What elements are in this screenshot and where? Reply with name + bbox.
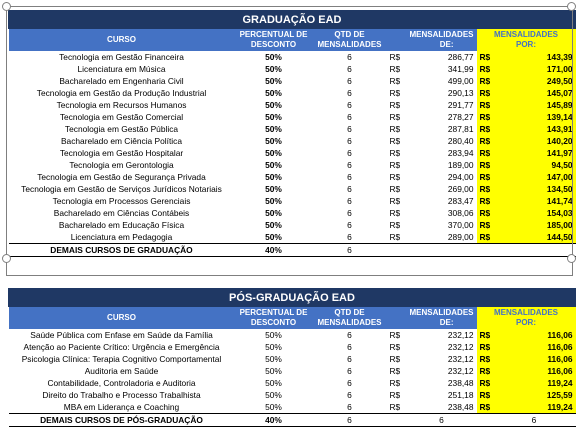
cell-qtd: 6 (347, 378, 352, 388)
cell-qtd: 6 (347, 76, 352, 86)
cell-currency: R$ (389, 112, 401, 122)
cell-currency-por: R$ (477, 329, 493, 341)
cell-currency-por: R$ (477, 401, 493, 414)
cell-pct: 50% (265, 172, 282, 182)
cell-currency: R$ (389, 124, 401, 134)
cell-mensalidade-por: 116,06 (493, 341, 576, 353)
resize-handle-top-left[interactable] (2, 2, 11, 11)
cell-qtd: 6 (347, 148, 352, 158)
cell-curso: Saúde Pública com Enfase em Saúde da Família (30, 330, 213, 340)
footer-pct: 40% (235, 244, 313, 257)
cell-currency: R$ (389, 88, 401, 98)
cell-mensalidade-por: 116,06 (493, 353, 576, 365)
table-row (9, 207, 576, 219)
cell-currency-por: R$ (477, 195, 493, 207)
cell-mensalidade-por: 140,20 (493, 135, 576, 147)
cell-currency-por: R$ (477, 111, 493, 123)
table-row (9, 159, 576, 171)
header-mensalidades-por: MENSALIDADES POR: (477, 307, 576, 330)
cell-qtd: 6 (347, 402, 352, 412)
cell-mensalidade-por: 125,59 (493, 389, 576, 401)
cell-qtd: 6 (347, 52, 352, 62)
cell-currency-por: R$ (477, 207, 493, 219)
cell-mensalidade-de: 499,00 (447, 76, 474, 86)
cell-curso: Tecnologia em Gestão Hospitalar (59, 148, 184, 158)
cell-curso: Tecnologia em Processos Gerenciais (52, 196, 191, 206)
cell-curso: Bacharelado em Ciência Política (60, 136, 183, 146)
cell-currency: R$ (389, 220, 401, 230)
header-mensalidades-por: MENSALIDADES POR: (477, 29, 576, 52)
cell-mensalidade-por: 145,07 (493, 87, 576, 99)
cell-mensalidade-por: 139,14 (493, 111, 576, 123)
cell-currency: R$ (389, 208, 401, 218)
cell-currency: R$ (389, 100, 401, 110)
cell-mensalidade-por: 143,39 (493, 51, 576, 63)
cell-mensalidade-de: 294,00 (447, 172, 474, 182)
header-percentual: PERCENTUAL DE DESCONTO (235, 307, 313, 330)
cell-curso: Direito do Trabalho e Processo Trabalhista (42, 390, 201, 400)
cell-qtd: 6 (347, 100, 352, 110)
cell-mensalidade-de: 289,00 (447, 232, 474, 242)
cell-currency: R$ (389, 342, 401, 352)
cell-mensalidade-de: 232,12 (447, 354, 474, 364)
cell-mensalidade-de: 238,48 (447, 402, 474, 412)
header-curso: CURSO (9, 307, 235, 330)
graduacao-table (8, 10, 576, 257)
cell-mensalidade-por: 134,50 (493, 183, 576, 195)
cell-qtd: 6 (347, 390, 352, 400)
cell-currency-por: R$ (477, 353, 493, 365)
cell-mensalidade-de: 283,94 (447, 148, 474, 158)
cell-mensalidade-por: 116,06 (493, 329, 576, 341)
cell-qtd: 6 (347, 342, 352, 352)
cell-currency-por: R$ (477, 99, 493, 111)
cell-mensalidade-por: 119,24 (493, 377, 576, 389)
cell-currency: R$ (389, 354, 401, 364)
table-row (9, 87, 576, 99)
cell-pct: 50% (265, 88, 282, 98)
cell-currency-por: R$ (477, 377, 493, 389)
cell-mensalidade-de: 370,00 (447, 220, 474, 230)
cell-qtd: 6 (347, 220, 352, 230)
cell-currency: R$ (389, 366, 401, 376)
cell-curso: Bacharelado em Educação Física (58, 220, 185, 230)
cell-mensalidade-de: 286,77 (447, 52, 474, 62)
cell-pct: 50% (265, 342, 282, 352)
footer-por: 6 (493, 414, 576, 427)
cell-mensalidade-por: 147,00 (493, 171, 576, 183)
cell-pct: 50% (265, 208, 282, 218)
cell-qtd: 6 (347, 64, 352, 74)
cell-mensalidade-por: 141,74 (493, 195, 576, 207)
cell-curso: Tecnologia em Gestão Pública (64, 124, 179, 134)
cell-pct: 50% (265, 100, 282, 110)
cell-curso: Tecnologia em Gerontologia (69, 160, 174, 170)
cell-currency-por: R$ (477, 159, 493, 171)
cell-pct: 50% (265, 366, 282, 376)
cell-pct: 50% (265, 196, 282, 206)
cell-currency: R$ (389, 196, 401, 206)
cell-currency-por: R$ (477, 171, 493, 183)
cell-mensalidade-por: 119,24 (493, 401, 576, 414)
table-row (9, 75, 576, 87)
header-mensalidades-de: MENSALIDADES DE: (387, 307, 477, 330)
cell-currency: R$ (389, 64, 401, 74)
header-percentual: PERCENTUAL DE DESCONTO (235, 29, 313, 52)
resize-handle-bottom-left[interactable] (2, 254, 11, 263)
cell-pct: 50% (265, 390, 282, 400)
cell-curso: Tecnologia em Gestão de Serviços Jurídicos Notariais (21, 184, 222, 194)
cell-currency: R$ (389, 330, 401, 340)
cell-qtd: 6 (347, 88, 352, 98)
cell-mensalidade-por: 145,89 (493, 99, 576, 111)
cell-currency: R$ (389, 148, 401, 158)
cell-mensalidade-de: 290,13 (447, 88, 474, 98)
cell-qtd: 6 (347, 172, 352, 182)
cell-mensalidade-de: 232,12 (447, 330, 474, 340)
cell-mensalidade-por: 94,50 (493, 159, 576, 171)
cell-qtd: 6 (347, 232, 352, 242)
cell-qtd: 6 (347, 366, 352, 376)
cell-pct: 50% (265, 136, 282, 146)
table-row (9, 365, 576, 377)
cell-mensalidade-de: 287,81 (447, 124, 474, 134)
table-row (9, 377, 576, 389)
cell-currency-por: R$ (477, 389, 493, 401)
cell-pct: 50% (265, 112, 282, 122)
cell-pct: 50% (265, 354, 282, 364)
cell-currency-por: R$ (477, 231, 493, 244)
cell-mensalidade-de: 341,99 (447, 64, 474, 74)
cell-curso: Psicologia Clínica: Terapia Cognitivo Comportamental (21, 354, 222, 364)
cell-pct: 50% (265, 160, 282, 170)
cell-qtd: 6 (347, 354, 352, 364)
cell-qtd: 6 (347, 330, 352, 340)
posgraduacao-title: PÓS-GRADUAÇÃO EAD (9, 289, 576, 307)
cell-currency-por: R$ (477, 75, 493, 87)
cell-mensalidade-de: 232,12 (447, 342, 474, 352)
cell-mensalidade-por: 185,00 (493, 219, 576, 231)
table-row (9, 401, 576, 414)
posgraduacao-table (8, 288, 576, 427)
cell-mensalidade-de: 283,47 (447, 196, 474, 206)
cell-mensalidade-de: 251,18 (447, 390, 474, 400)
cell-qtd: 6 (347, 112, 352, 122)
cell-mensalidade-de: 238,48 (447, 378, 474, 388)
cell-curso: Atenção ao Paciente Crítico: Urgência e Emergência (23, 342, 220, 352)
table-row (9, 51, 576, 63)
table-row (9, 123, 576, 135)
table-row (9, 111, 576, 123)
cell-mensalidade-por: 249,50 (493, 75, 576, 87)
footer-qtd: 6 (313, 414, 387, 427)
table-row (9, 147, 576, 159)
cell-pct: 50% (265, 232, 282, 242)
header-qtd: QTD DE MENSALIDADES (313, 29, 387, 52)
cell-currency-por: R$ (477, 147, 493, 159)
table-row (9, 171, 576, 183)
cell-currency: R$ (389, 172, 401, 182)
cell-mensalidade-por: 143,91 (493, 123, 576, 135)
cell-currency-por: R$ (477, 123, 493, 135)
table-row (9, 63, 576, 75)
cell-currency-por: R$ (477, 183, 493, 195)
cell-curso: Tecnologia em Recursos Humanos (56, 100, 187, 110)
cell-mensalidade-de: 232,12 (447, 366, 474, 376)
footer-curso: DEMAIS CURSOS DE GRADUAÇÃO (9, 244, 235, 257)
cell-curso: Licenciatura em Música (77, 64, 166, 74)
cell-curso: Tecnologia em Gestão Comercial (59, 112, 184, 122)
header-qtd: QTD DE MENSALIDADES (313, 307, 387, 330)
graduacao-footer-row (9, 244, 576, 257)
cell-currency: R$ (389, 52, 401, 62)
cell-mensalidade-de: 189,00 (447, 160, 474, 170)
cell-pct: 50% (265, 52, 282, 62)
cell-currency-por: R$ (477, 365, 493, 377)
table-row (9, 195, 576, 207)
cell-currency: R$ (389, 136, 401, 146)
cell-mensalidade-por: 171,00 (493, 63, 576, 75)
footer-pct: 40% (235, 414, 313, 427)
cell-qtd: 6 (347, 184, 352, 194)
cell-mensalidade-por: 116,06 (493, 365, 576, 377)
cell-curso: Bacharelado em Ciências Contábeis (53, 208, 190, 218)
table-row (9, 329, 576, 341)
table-row (9, 99, 576, 111)
cell-mensalidade-por: 141,97 (493, 147, 576, 159)
footer-curso: DEMAIS CURSOS DE PÓS-GRADUAÇÃO (9, 414, 235, 427)
posgraduacao-footer-row (9, 414, 576, 427)
cell-currency: R$ (389, 390, 401, 400)
footer-de: 6 (407, 414, 477, 427)
cell-pct: 50% (265, 64, 282, 74)
table-row (9, 231, 576, 244)
resize-handle-bottom-right[interactable] (567, 254, 576, 263)
cell-qtd: 6 (347, 124, 352, 134)
table-row (9, 353, 576, 365)
cell-currency: R$ (389, 232, 401, 242)
cell-currency-por: R$ (477, 51, 493, 63)
cell-pct: 50% (265, 330, 282, 340)
footer-qtd: 6 (313, 244, 387, 257)
table-row (9, 183, 576, 195)
cell-mensalidade-de: 278,27 (447, 112, 474, 122)
cell-mensalidade-de: 291,77 (447, 100, 474, 110)
cell-currency-por: R$ (477, 87, 493, 99)
table-row (9, 135, 576, 147)
cell-pct: 50% (265, 220, 282, 230)
graduacao-title: GRADUAÇÃO EAD (9, 11, 576, 29)
cell-curso: MBA em Liderança e Coaching (63, 402, 180, 412)
cell-qtd: 6 (347, 160, 352, 170)
cell-currency: R$ (389, 402, 401, 412)
header-mensalidades-de: MENSALIDADES DE: (387, 29, 477, 52)
cell-mensalidade-de: 280,40 (447, 136, 474, 146)
cell-qtd: 6 (347, 196, 352, 206)
cell-currency-por: R$ (477, 63, 493, 75)
cell-curso: Tecnologia em Gestão da Produção Industrial (36, 88, 207, 98)
cell-currency: R$ (389, 378, 401, 388)
cell-mensalidade-de: 308,06 (447, 208, 474, 218)
cell-currency-por: R$ (477, 219, 493, 231)
cell-curso: Tecnologia em Gestão Financeira (59, 52, 184, 62)
cell-curso: Auditoria em Saúde (84, 366, 159, 376)
table-row (9, 219, 576, 231)
cell-mensalidade-por: 144,50 (493, 231, 576, 244)
cell-qtd: 6 (347, 136, 352, 146)
cell-pct: 50% (265, 124, 282, 134)
cell-curso: Tecnologia em Gestão de Segurança Privada (37, 172, 206, 182)
cell-curso: Licenciatura em Pedagogia (70, 232, 173, 242)
cell-qtd: 6 (347, 208, 352, 218)
cell-pct: 50% (265, 76, 282, 86)
header-curso: CURSO (9, 29, 235, 52)
cell-currency-por: R$ (477, 341, 493, 353)
table-row (9, 389, 576, 401)
cell-currency-por: R$ (477, 135, 493, 147)
cell-pct: 50% (265, 378, 282, 388)
cell-currency: R$ (389, 76, 401, 86)
resize-handle-top-right[interactable] (567, 2, 576, 11)
cell-mensalidade-de: 269,00 (447, 184, 474, 194)
cell-mensalidade-por: 154,03 (493, 207, 576, 219)
cell-pct: 50% (265, 184, 282, 194)
cell-curso: Contabilidade, Controladoria e Auditoria (47, 378, 196, 388)
cell-pct: 50% (265, 402, 282, 412)
cell-currency: R$ (389, 184, 401, 194)
cell-currency: R$ (389, 160, 401, 170)
cell-pct: 50% (265, 148, 282, 158)
table-row (9, 341, 576, 353)
cell-curso: Bacharelado em Engenharia Civil (59, 76, 184, 86)
